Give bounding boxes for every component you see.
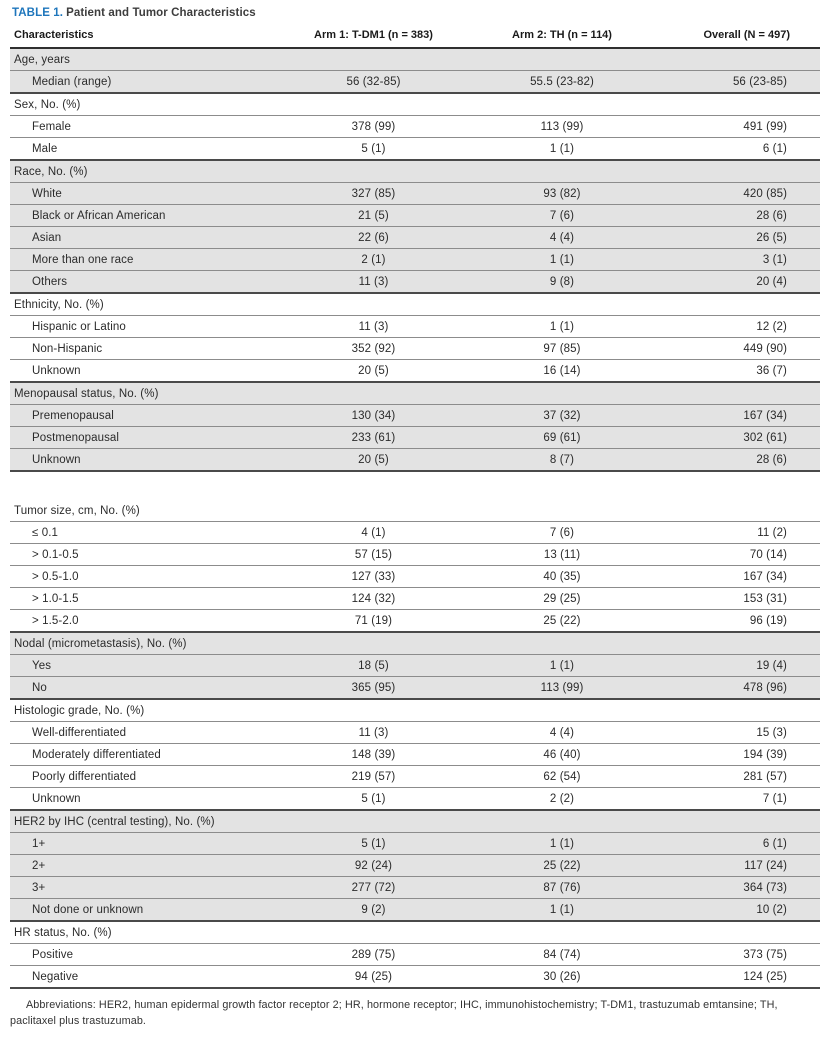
arm1-value: 56 (32-85) xyxy=(346,75,401,88)
table-row xyxy=(10,677,820,700)
arm2-value: 46 (40) xyxy=(543,748,581,761)
section-label: HER2 by IHC (central testing), No. (%) xyxy=(14,815,215,828)
row-label: Non-Hispanic xyxy=(32,342,103,355)
arm1-value: 124 (32) xyxy=(351,592,396,605)
arm2-value: 69 (61) xyxy=(543,431,581,444)
table-row xyxy=(10,855,820,877)
table-row xyxy=(10,522,820,544)
arm1-value: 233 (61) xyxy=(351,431,396,444)
overall-value: 7 (1) xyxy=(762,792,787,805)
table-row xyxy=(10,271,820,294)
row-label: Not done or unknown xyxy=(32,903,144,916)
table-row xyxy=(10,744,820,766)
row-label: Well-differentiated xyxy=(32,726,127,739)
section-header-row xyxy=(10,500,820,522)
section-label: Age, years xyxy=(14,53,70,66)
arm2-value: 9 (8) xyxy=(549,275,575,288)
overall-value: 19 (4) xyxy=(756,659,787,672)
arm2-value: 4 (4) xyxy=(549,231,575,244)
row-label: ≤ 0.1 xyxy=(32,526,58,539)
arm2-value: 16 (14) xyxy=(543,364,581,377)
row-label: > 0.5-1.0 xyxy=(32,570,79,583)
table-row xyxy=(10,788,820,811)
overall-value: 36 (7) xyxy=(756,364,787,377)
table-row xyxy=(10,833,820,855)
table-row xyxy=(10,449,820,472)
arm1-value: 11 (3) xyxy=(358,726,389,739)
overall-value: 15 (3) xyxy=(756,726,787,739)
arm2-value: 1 (1) xyxy=(549,142,575,155)
row-label: Postmenopausal xyxy=(32,431,120,444)
row-label: 1+ xyxy=(32,837,46,850)
overall-value: 28 (6) xyxy=(756,453,787,466)
overall-value: 491 (99) xyxy=(743,120,787,133)
table-row xyxy=(10,588,820,610)
overall-value: 26 (5) xyxy=(756,231,787,244)
section-header-row xyxy=(10,293,820,316)
arm2-value: 1 (1) xyxy=(549,659,575,672)
arm1-value: 22 (6) xyxy=(358,231,389,244)
section-label: Tumor size, cm, No. (%) xyxy=(14,504,140,517)
overall-value: 167 (34) xyxy=(743,570,787,583)
arm1-value: 289 (75) xyxy=(351,948,396,961)
table-row xyxy=(10,338,820,360)
arm1-value: 219 (57) xyxy=(351,770,396,783)
table-number: TABLE 1. xyxy=(12,7,64,19)
arm2-value: 1 (1) xyxy=(549,837,575,850)
abbreviations-footnote: Abbreviations: HER2, human epidermal growth factor receptor 2; HR, hormone receptor; IHC, immunohistochemistry; T-DM1, trastuzumab emtansine; TH, paclitaxel plus trastuzumab. xyxy=(10,999,778,1028)
table-row xyxy=(10,116,820,138)
arm2-value: 55.5 (23-82) xyxy=(530,75,594,88)
table-row xyxy=(10,944,820,966)
overall-value: 449 (90) xyxy=(743,342,787,355)
section-header-row xyxy=(10,382,820,405)
overall-value: 420 (85) xyxy=(743,187,787,200)
row-label: Hispanic or Latino xyxy=(32,320,126,333)
section-label: HR status, No. (%) xyxy=(14,926,112,939)
overall-value: 20 (4) xyxy=(756,275,787,288)
overall-value: 11 (2) xyxy=(757,526,787,539)
table-row xyxy=(10,566,820,588)
row-label: Black or African American xyxy=(32,209,166,222)
arm2-value: 113 (99) xyxy=(540,681,584,694)
arm1-value: 127 (33) xyxy=(351,570,396,583)
overall-value: 3 (1) xyxy=(762,253,787,266)
arm2-value: 2 (2) xyxy=(549,792,575,805)
arm2-value: 1 (1) xyxy=(549,320,575,333)
table-row xyxy=(10,427,820,449)
table-row xyxy=(10,360,820,383)
table-row xyxy=(10,766,820,788)
arm1-value: 365 (95) xyxy=(351,681,396,694)
row-label: Unknown xyxy=(32,453,81,466)
arm1-value: 20 (5) xyxy=(358,364,389,377)
arm1-value: 352 (92) xyxy=(351,342,396,355)
arm2-value: 37 (32) xyxy=(543,409,581,422)
arm1-value: 94 (25) xyxy=(354,970,393,983)
table-row xyxy=(10,877,820,899)
overall-value: 302 (61) xyxy=(743,431,787,444)
overall-value: 12 (2) xyxy=(756,320,787,333)
row-label: 3+ xyxy=(32,881,46,894)
table-row xyxy=(10,205,820,227)
table-caption xyxy=(12,7,820,19)
arm2-value: 25 (22) xyxy=(543,614,581,627)
overall-value: 117 (24) xyxy=(744,859,787,872)
row-label: > 1.0-1.5 xyxy=(32,592,79,605)
arm2-value: 29 (25) xyxy=(543,592,581,605)
arm2-value: 30 (26) xyxy=(543,970,581,983)
row-label: Others xyxy=(32,275,68,288)
table-row xyxy=(10,138,820,161)
arm1-value: 20 (5) xyxy=(358,453,389,466)
arm2-value: 8 (7) xyxy=(549,453,575,466)
table-row xyxy=(10,966,820,989)
arm1-value: 18 (5) xyxy=(358,659,389,672)
row-label: More than one race xyxy=(32,253,134,266)
overall-value: 478 (96) xyxy=(743,681,787,694)
arm1-value: 5 (1) xyxy=(361,837,386,850)
overall-value: 194 (39) xyxy=(743,748,787,761)
arm2-value: 1 (1) xyxy=(549,903,575,916)
table-row xyxy=(10,544,820,566)
column-header-arm2: Arm 2: TH (n = 114) xyxy=(512,29,612,41)
row-label: Positive xyxy=(32,948,74,961)
row-label: 2+ xyxy=(32,859,46,872)
row-label: > 0.1-0.5 xyxy=(32,548,79,561)
arm1-value: 71 (19) xyxy=(354,614,393,627)
section-label: Sex, No. (%) xyxy=(14,98,81,111)
row-label: > 1.5-2.0 xyxy=(32,614,79,627)
table-row xyxy=(10,316,820,338)
overall-value: 28 (6) xyxy=(756,209,787,222)
arm1-value: 4 (1) xyxy=(361,526,386,539)
arm1-value: 5 (1) xyxy=(361,792,386,805)
arm1-value: 2 (1) xyxy=(361,253,386,266)
table-row xyxy=(10,71,820,94)
arm2-value: 25 (22) xyxy=(543,859,581,872)
column-header-overall: Overall (N = 497) xyxy=(703,29,790,41)
section-label: Nodal (micrometastasis), No. (%) xyxy=(14,637,187,650)
page-title: Patient and Tumor Characteristics xyxy=(66,7,256,19)
row-label: Premenopausal xyxy=(32,409,114,422)
section-header-row xyxy=(10,632,820,655)
arm2-value: 7 (6) xyxy=(549,209,575,222)
section-label: Histologic grade, No. (%) xyxy=(14,704,145,717)
row-label: Poorly differentiated xyxy=(32,770,137,783)
row-label: Male xyxy=(32,142,58,155)
table-row xyxy=(10,899,820,922)
arm2-value: 84 (74) xyxy=(543,948,581,961)
arm2-value: 4 (4) xyxy=(549,726,575,739)
overall-value: 56 (23-85) xyxy=(732,75,787,88)
arm2-value: 13 (11) xyxy=(543,548,581,561)
overall-value: 96 (19) xyxy=(749,614,787,627)
arm1-value: 57 (15) xyxy=(354,548,393,561)
row-label: No xyxy=(32,681,47,694)
arm1-value: 378 (99) xyxy=(351,120,396,133)
arm2-value: 113 (99) xyxy=(540,120,584,133)
section-label: Ethnicity, No. (%) xyxy=(14,298,104,311)
table-body xyxy=(10,48,820,988)
section-header-row xyxy=(10,160,820,183)
column-header-row xyxy=(10,25,820,48)
arm1-value: 130 (34) xyxy=(351,409,396,422)
row-label: Median (range) xyxy=(32,75,112,88)
overall-value: 373 (75) xyxy=(743,948,787,961)
row-label: Yes xyxy=(32,659,52,672)
overall-value: 124 (25) xyxy=(743,970,787,983)
arm2-value: 40 (35) xyxy=(543,570,581,583)
table-row xyxy=(10,183,820,205)
row-label: Negative xyxy=(32,970,79,983)
section-header-row xyxy=(10,699,820,722)
table-row xyxy=(10,405,820,427)
overall-value: 364 (73) xyxy=(743,881,787,894)
arm2-value: 7 (6) xyxy=(549,526,575,539)
arm1-value: 5 (1) xyxy=(361,142,386,155)
arm2-value: 87 (76) xyxy=(543,881,581,894)
arm1-value: 277 (72) xyxy=(351,881,396,894)
row-label: White xyxy=(32,187,62,200)
table-row xyxy=(10,227,820,249)
arm1-value: 11 (3) xyxy=(358,320,389,333)
arm1-value: 327 (85) xyxy=(351,187,396,200)
arm2-value: 97 (85) xyxy=(543,342,581,355)
row-label: Female xyxy=(32,120,71,133)
table-row xyxy=(10,722,820,744)
overall-value: 153 (31) xyxy=(743,592,787,605)
arm2-value: 1 (1) xyxy=(549,253,575,266)
section-header-row xyxy=(10,921,820,944)
characteristics-table xyxy=(10,25,820,989)
arm2-value: 62 (54) xyxy=(543,770,581,783)
arm1-value: 92 (24) xyxy=(354,859,393,872)
row-label: Unknown xyxy=(32,364,81,377)
section-header-row xyxy=(10,48,820,71)
overall-value: 6 (1) xyxy=(762,837,787,850)
arm1-value: 148 (39) xyxy=(351,748,396,761)
row-label: Asian xyxy=(32,231,62,244)
section-header-row xyxy=(10,810,820,833)
column-break-gap xyxy=(10,471,820,500)
overall-value: 70 (14) xyxy=(749,548,787,561)
section-label: Menopausal status, No. (%) xyxy=(14,387,159,400)
column-header-arm1: Arm 1: T-DM1 (n = 383) xyxy=(314,29,433,41)
row-label: Moderately differentiated xyxy=(32,748,161,761)
table-row xyxy=(10,655,820,677)
table-row xyxy=(10,249,820,271)
arm1-value: 11 (3) xyxy=(358,275,389,288)
overall-value: 6 (1) xyxy=(762,142,787,155)
section-header-row xyxy=(10,93,820,116)
overall-value: 167 (34) xyxy=(743,409,787,422)
column-header-characteristics: Characteristics xyxy=(14,29,94,41)
arm2-value: 93 (82) xyxy=(543,187,581,200)
overall-value: 10 (2) xyxy=(756,903,787,916)
arm1-value: 9 (2) xyxy=(361,903,386,916)
table-row xyxy=(10,610,820,633)
overall-value: 281 (57) xyxy=(743,770,787,783)
arm1-value: 21 (5) xyxy=(358,209,389,222)
row-label: Unknown xyxy=(32,792,81,805)
section-label: Race, No. (%) xyxy=(14,165,88,178)
